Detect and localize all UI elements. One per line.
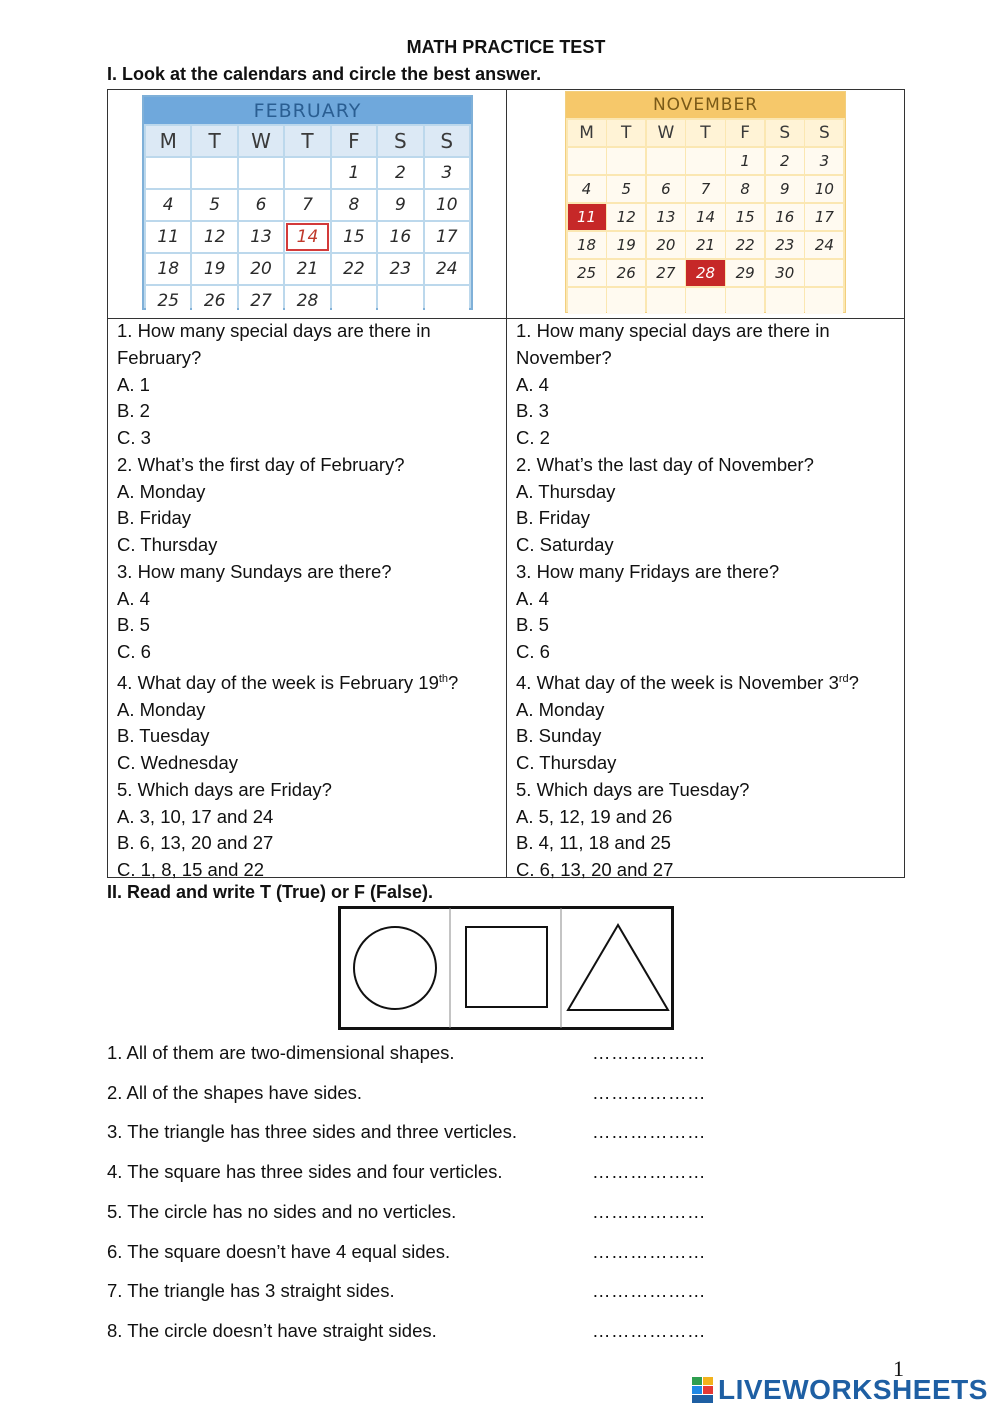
answer-blank[interactable]: ……………… bbox=[592, 1200, 706, 1222]
calendar-grid bbox=[144, 124, 471, 318]
day-cell bbox=[568, 148, 606, 175]
day-cell: 22 bbox=[726, 232, 764, 259]
statement-text: 4. The square has three sides and four verticles. bbox=[107, 1161, 503, 1183]
weekday-header: F bbox=[726, 120, 764, 147]
question-end: ? bbox=[448, 671, 459, 693]
day-cell: 13 bbox=[239, 222, 283, 252]
statement-text: 3. The triangle has three sides and three verticles. bbox=[107, 1121, 517, 1143]
question-text bbox=[117, 452, 502, 479]
november-questions bbox=[516, 318, 901, 884]
question-text bbox=[516, 666, 901, 697]
answer-option[interactable]: A. 4 bbox=[516, 587, 549, 609]
highlighted-day-cell: 11 bbox=[568, 204, 606, 231]
ordinal-suffix: rd bbox=[838, 672, 849, 685]
question-end: ? bbox=[848, 671, 859, 693]
weekday-header: S bbox=[425, 126, 469, 156]
weekday-header: M bbox=[146, 126, 190, 156]
question-text bbox=[516, 777, 901, 804]
february-questions bbox=[117, 318, 502, 884]
answer-option[interactable]: A. Monday bbox=[516, 698, 605, 720]
statement-text: 7. The triangle has 3 straight sides. bbox=[107, 1280, 395, 1302]
answer-blank[interactable]: ……………… bbox=[592, 1319, 706, 1341]
day-cell: 17 bbox=[805, 204, 843, 231]
question-text bbox=[516, 559, 901, 586]
answer-option[interactable]: B. Sunday bbox=[516, 725, 602, 747]
day-cell bbox=[686, 148, 724, 175]
question-label: 5. Which days are Tuesday? bbox=[516, 778, 750, 800]
weekday-header: T bbox=[686, 120, 724, 147]
question-text bbox=[117, 318, 502, 345]
question-text-continued: November? bbox=[516, 346, 612, 368]
day-cell: 8 bbox=[332, 190, 376, 220]
day-cell: 11 bbox=[146, 222, 190, 252]
day-cell bbox=[285, 158, 329, 188]
answer-option[interactable]: C. 2 bbox=[516, 427, 550, 448]
day-cell: 17 bbox=[425, 222, 469, 252]
weekday-header: F bbox=[332, 126, 376, 156]
february-calendar bbox=[142, 95, 473, 310]
answer-option[interactable]: A. 4 bbox=[117, 587, 150, 609]
statement-text: 2. All of the shapes have sides. bbox=[107, 1081, 363, 1103]
brand-logo bbox=[692, 1374, 992, 1406]
day-cell: 24 bbox=[805, 232, 843, 259]
day-cell: 19 bbox=[607, 232, 645, 259]
answer-option[interactable]: C. 6 bbox=[516, 641, 550, 662]
answer-option[interactable]: B. 6, 13, 20 and 27 bbox=[117, 832, 274, 854]
answer-blank[interactable]: ……………… bbox=[592, 1240, 706, 1262]
answer-option[interactable]: A. 5, 12, 19 and 26 bbox=[516, 805, 673, 827]
section-2-heading: II. Read and write T (True) or F (False). bbox=[107, 882, 434, 902]
day-cell: 9 bbox=[766, 176, 804, 203]
weekday-header: T bbox=[285, 126, 329, 156]
square-shape bbox=[466, 927, 547, 1007]
answer-option[interactable]: C. 3 bbox=[117, 427, 151, 448]
day-cell bbox=[192, 158, 236, 188]
day-cell bbox=[568, 288, 606, 315]
question-text bbox=[516, 318, 901, 345]
november-calendar bbox=[565, 91, 846, 313]
answer-blank[interactable]: ……………… bbox=[592, 1121, 706, 1143]
weekday-header: W bbox=[647, 120, 685, 147]
answer-option[interactable]: A. Monday bbox=[117, 698, 206, 720]
day-cell: 19 bbox=[192, 254, 236, 284]
highlighted-day-cell: 14 bbox=[285, 222, 329, 252]
day-cell: 4 bbox=[568, 176, 606, 203]
day-cell bbox=[378, 286, 422, 316]
day-cell: 20 bbox=[647, 232, 685, 259]
day-cell bbox=[805, 288, 843, 315]
question-text-continued: February? bbox=[117, 346, 202, 368]
day-cell bbox=[146, 158, 190, 188]
question-label: 1. How many special days are there in bbox=[516, 320, 830, 341]
day-cell: 3 bbox=[425, 158, 469, 188]
day-cell bbox=[425, 286, 469, 316]
day-cell: 4 bbox=[146, 190, 190, 220]
statement-text: 5. The circle has no sides and no verticles. bbox=[107, 1200, 457, 1222]
day-cell bbox=[607, 288, 645, 315]
worksheet-icon bbox=[692, 1377, 714, 1403]
day-cell: 18 bbox=[568, 232, 606, 259]
answer-option[interactable]: A. 4 bbox=[516, 373, 549, 395]
question-label: 5. Which days are Friday? bbox=[117, 778, 332, 800]
question-label: 4. What day of the week is November 3 bbox=[516, 671, 839, 693]
day-cell: 10 bbox=[425, 190, 469, 220]
day-cell: 23 bbox=[766, 232, 804, 259]
answer-option[interactable]: C. Thursday bbox=[117, 534, 218, 555]
day-cell bbox=[607, 148, 645, 175]
answer-option[interactable]: B. 2 bbox=[117, 400, 150, 422]
day-cell: 29 bbox=[726, 260, 764, 287]
answer-option[interactable]: B. 5 bbox=[117, 614, 150, 636]
weekday-header: S bbox=[766, 120, 804, 147]
day-cell: 23 bbox=[378, 254, 422, 284]
day-cell: 18 bbox=[146, 254, 190, 284]
question-text bbox=[117, 666, 502, 697]
answer-option[interactable]: A. Monday bbox=[117, 480, 206, 502]
answer-option[interactable]: B. Friday bbox=[516, 507, 591, 529]
day-cell: 9 bbox=[378, 190, 422, 220]
day-cell bbox=[686, 288, 724, 315]
question-label: 2. What’s the first day of February? bbox=[117, 453, 405, 475]
day-cell: 5 bbox=[607, 176, 645, 203]
day-cell: 24 bbox=[425, 254, 469, 284]
day-cell: 5 bbox=[192, 190, 236, 220]
day-cell: 27 bbox=[647, 260, 685, 287]
question-label: 3. How many Sundays are there? bbox=[117, 560, 392, 582]
answer-option[interactable]: A. 1 bbox=[117, 373, 150, 395]
answer-option[interactable]: B. 4, 11, 18 and 25 bbox=[516, 832, 671, 854]
day-cell: 14 bbox=[686, 204, 724, 231]
day-cell: 2 bbox=[378, 158, 422, 188]
day-cell: 1 bbox=[726, 148, 764, 175]
brand-text: LIVEWORKSHEETS bbox=[718, 1374, 988, 1405]
weekday-header: S bbox=[805, 120, 843, 147]
day-cell: 30 bbox=[766, 260, 804, 287]
calendar-month-title: FEBRUARY bbox=[144, 97, 471, 124]
answer-option[interactable]: C. Saturday bbox=[516, 534, 614, 555]
day-cell: 12 bbox=[607, 204, 645, 231]
day-cell: 22 bbox=[332, 254, 376, 284]
circle-shape bbox=[354, 927, 436, 1009]
answer-blank[interactable]: ……………… bbox=[592, 1081, 706, 1103]
answer-option[interactable]: B. 5 bbox=[516, 614, 549, 636]
answer-option[interactable]: C. Thursday bbox=[516, 752, 617, 774]
answer-option[interactable]: A. 3, 10, 17 and 24 bbox=[117, 805, 274, 827]
day-cell: 16 bbox=[766, 204, 804, 231]
day-cell: 16 bbox=[378, 222, 422, 252]
day-cell: 7 bbox=[686, 176, 724, 203]
day-cell: 20 bbox=[239, 254, 283, 284]
day-cell: 2 bbox=[766, 148, 804, 175]
statement-text: 6. The square doesn’t have 4 equal sides. bbox=[107, 1240, 451, 1262]
page-title: MATH PRACTICE TEST bbox=[406, 37, 606, 57]
day-cell: 26 bbox=[607, 260, 645, 287]
weekday-header: M bbox=[568, 120, 606, 147]
weekday-header: T bbox=[192, 126, 236, 156]
answer-blank[interactable]: ……………… bbox=[592, 1042, 706, 1063]
triangle-shape bbox=[568, 925, 668, 1010]
question-text bbox=[117, 777, 502, 804]
answer-option[interactable]: C. 1, 8, 15 and 22 bbox=[117, 859, 265, 881]
answer-option[interactable]: A. Thursday bbox=[516, 480, 616, 502]
day-cell: 26 bbox=[192, 286, 236, 316]
highlighted-day-cell: 28 bbox=[686, 260, 724, 287]
question-label: 1. How many special days are there in bbox=[117, 320, 431, 341]
calendar-month-title: NOVEMBER bbox=[566, 92, 845, 118]
question-label: 3. How many Fridays are there? bbox=[516, 560, 780, 582]
day-cell bbox=[805, 260, 843, 287]
day-cell: 6 bbox=[647, 176, 685, 203]
day-cell: 15 bbox=[726, 204, 764, 231]
weekday-header: T bbox=[607, 120, 645, 147]
day-cell: 1 bbox=[332, 158, 376, 188]
day-cell bbox=[726, 288, 764, 315]
answer-option[interactable]: B. Tuesday bbox=[117, 725, 210, 747]
day-cell: 28 bbox=[285, 286, 329, 316]
question-label: 4. What day of the week is February 19 bbox=[117, 671, 439, 693]
weekday-header: S bbox=[378, 126, 422, 156]
day-cell: 3 bbox=[805, 148, 843, 175]
answer-option[interactable]: B. Friday bbox=[117, 507, 192, 529]
ordinal-suffix: th bbox=[438, 672, 449, 685]
day-cell: 21 bbox=[285, 254, 329, 284]
question-label: 2. What’s the last day of November? bbox=[516, 453, 814, 475]
answer-option[interactable]: C. 6 bbox=[117, 641, 151, 662]
page-number: 1 bbox=[893, 1356, 904, 1381]
day-cell: 21 bbox=[686, 232, 724, 259]
table-column-divider bbox=[506, 90, 507, 877]
day-cell: 15 bbox=[332, 222, 376, 252]
day-cell: 13 bbox=[647, 204, 685, 231]
day-cell bbox=[766, 288, 804, 315]
day-cell bbox=[239, 158, 283, 188]
day-cell bbox=[647, 148, 685, 175]
day-cell bbox=[647, 288, 685, 315]
day-cell: 7 bbox=[285, 190, 329, 220]
answer-option[interactable]: C. 6, 13, 20 and 27 bbox=[516, 859, 674, 881]
question-text bbox=[117, 559, 502, 586]
day-cell: 25 bbox=[146, 286, 190, 316]
answer-option[interactable]: C. Wednesday bbox=[117, 752, 238, 774]
question-text bbox=[516, 452, 901, 479]
calendar-grid bbox=[566, 118, 845, 316]
weekday-header: W bbox=[239, 126, 283, 156]
section-1-heading: I. Look at the calendars and circle the best answer. bbox=[107, 64, 542, 84]
day-cell: 10 bbox=[805, 176, 843, 203]
day-cell: 8 bbox=[726, 176, 764, 203]
answer-option[interactable]: B. 3 bbox=[516, 400, 549, 422]
answer-blank[interactable]: ……………… bbox=[592, 1280, 706, 1302]
answer-blank[interactable]: ……………… bbox=[592, 1161, 706, 1183]
day-cell: 27 bbox=[239, 286, 283, 316]
shapes-figure bbox=[338, 906, 674, 1030]
statement-text: 1. All of them are two-dimensional shapes. bbox=[107, 1042, 455, 1063]
day-cell: 25 bbox=[568, 260, 606, 287]
day-cell: 6 bbox=[239, 190, 283, 220]
day-cell: 12 bbox=[192, 222, 236, 252]
day-cell bbox=[332, 286, 376, 316]
statement-text: 8. The circle doesn’t have straight sides. bbox=[107, 1319, 437, 1341]
